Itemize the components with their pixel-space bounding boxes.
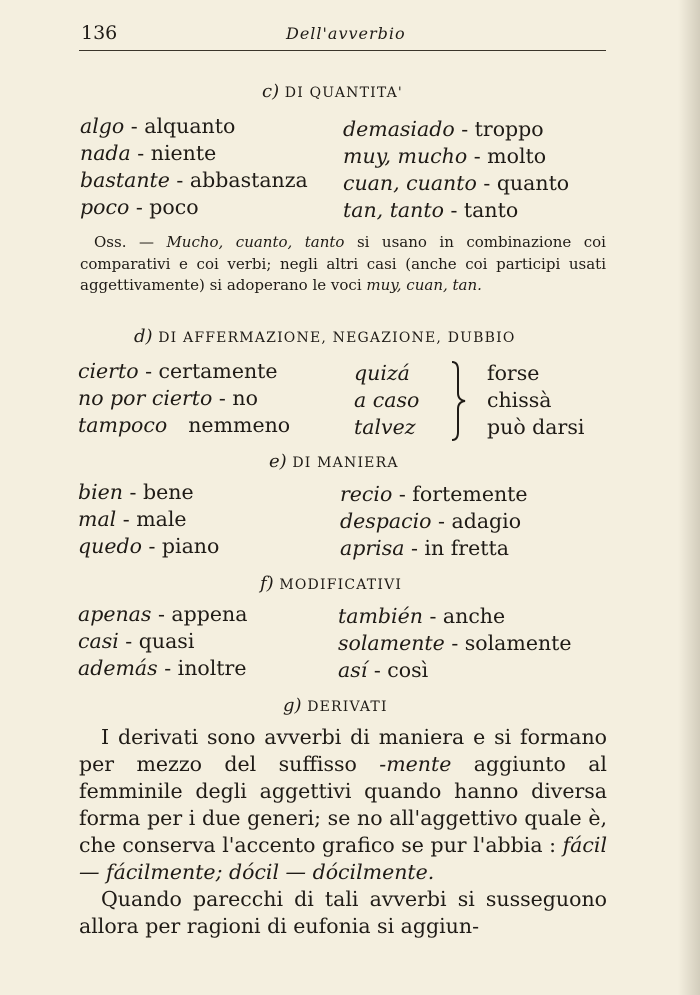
note-label: Oss. — — [94, 233, 154, 251]
section-letter: e) — [269, 451, 287, 472]
spanish-term: no por cierto — [78, 386, 213, 410]
section-title: MODIFICATIVI — [279, 577, 403, 593]
spanish-term: nada — [80, 141, 131, 165]
spanish-term: también — [338, 604, 423, 628]
page-edge-shadow — [678, 0, 700, 995]
note-spanish-words: muy, cuan, tan. — [366, 276, 482, 294]
italian-term: inoltre — [177, 656, 247, 680]
curly-brace — [448, 360, 468, 442]
vocab-entry: cierto - certamente — [78, 359, 278, 383]
spanish-term: cuan, cuanto — [343, 171, 477, 195]
spanish-term: quizá — [354, 361, 410, 385]
italian-term: male — [136, 507, 187, 531]
paragraph: I derivati sono avverbi di maniera e si formano per mezzo del suffisso -mente aggiunto al femminile degli aggettivi quando hanno diversa forma per i due generi; se no all'aggettivo quale è, che conserva l'accento grafico se pur l'abbia : fácil — fácilmente; dócil — dócilmente. — [79, 725, 607, 884]
spanish-term: aprisa — [340, 536, 405, 560]
italian-term: quanto — [496, 171, 570, 195]
italian-term: quasi — [138, 629, 195, 653]
vocab-entry: no por cierto - no — [78, 386, 258, 410]
vocab-entry: bastante - abbastanza — [80, 168, 308, 192]
spanish-term: además — [78, 656, 158, 680]
section-letter: g) — [283, 695, 302, 716]
italian-term: fortemente — [412, 482, 528, 506]
paragraph: Quando parecchi di tali avverbi si susseguono allora per ragioni di eufonia si aggiun- — [79, 887, 607, 938]
italian-term: certamente — [158, 359, 278, 383]
section-title: DI MANIERA — [292, 455, 399, 471]
italian-term: adagio — [451, 509, 522, 533]
spanish-term: despacio — [340, 509, 432, 533]
section-letter: d) — [134, 326, 153, 347]
italian-term: alquanto — [144, 114, 236, 138]
vocab-entry: mal - male — [78, 507, 187, 531]
italian-term: anche — [442, 604, 506, 628]
note-text: si usano in combinazione coi comparativi e coi verbi; negli altri casi (anche coi participi usati aggettivamente) si adoperano le voci — [80, 233, 606, 294]
header-rule — [79, 50, 606, 51]
section-letter: f) — [260, 573, 274, 594]
vocab-entry: poco - poco — [80, 195, 199, 219]
spanish-term: demasiado — [343, 117, 455, 141]
section-heading-f — [260, 573, 402, 594]
spanish-term: poco — [80, 195, 130, 219]
italian-term: appena — [171, 602, 248, 626]
spanish-term: cierto — [78, 359, 139, 383]
vocab-entry: así - così — [338, 658, 429, 682]
section-title: DI AFFERMAZIONE, NEGAZIONE, DUBBIO — [158, 330, 516, 346]
note-spanish-words: Mucho, cuanto, tanto — [166, 233, 345, 251]
section-title: DERIVATI — [307, 699, 388, 715]
spanish-term: casi — [78, 629, 119, 653]
vocab-entry: además - inoltre — [78, 656, 247, 680]
section-heading-e — [269, 451, 399, 472]
italian-term: no — [232, 386, 258, 410]
spanish-term: tampoco — [78, 413, 168, 437]
italian-term: così — [387, 658, 429, 682]
vocab-entry: demasiado - troppo — [343, 117, 544, 141]
italian-term: niente — [150, 141, 217, 165]
page-number: 136 — [81, 22, 118, 44]
section-title: DI QUANTITA' — [284, 85, 403, 101]
vocab-entry: quedo - piano — [78, 534, 220, 558]
vocab-entry: aprisa - in fretta — [340, 536, 509, 560]
vocab-entry: bien - bene — [78, 480, 194, 504]
italian-term: chissà — [487, 388, 552, 412]
running-title: Dell'avverbio — [286, 24, 406, 43]
vocab-entry: recio - fortemente — [340, 482, 528, 506]
section-letter: c) — [262, 81, 280, 102]
italian-term: abbastanza — [189, 168, 308, 192]
spanish-term: apenas — [78, 602, 152, 626]
spanish-term: quedo — [78, 534, 142, 558]
section-heading-g — [283, 695, 388, 716]
vocab-entry — [354, 417, 416, 438]
italian-term: bene — [142, 480, 194, 504]
italian-term: può darsi — [487, 415, 585, 439]
vocab-entry: casi - quasi — [78, 629, 195, 653]
spanish-term: algo — [80, 114, 125, 138]
vocab-entry — [487, 390, 552, 411]
spanish-term: solamente — [338, 631, 445, 655]
vocab-entry: cuan, cuanto - quanto — [343, 171, 570, 195]
vocab-entry: algo - alquanto — [80, 114, 236, 138]
vocab-entry: también - anche — [338, 604, 506, 628]
vocab-entry: muy, mucho - molto — [343, 144, 547, 168]
italian-term: nemmeno — [188, 413, 291, 437]
spanish-term: bastante — [80, 168, 170, 192]
section-heading-c — [262, 81, 403, 102]
italian-term: poco — [149, 195, 199, 219]
vocab-entry — [487, 417, 584, 438]
vocab-entry: apenas - appena — [78, 602, 248, 626]
italian-term: solamente — [464, 631, 572, 655]
vocab-entry: nada - niente — [80, 141, 217, 165]
spanish-term: a caso — [354, 388, 420, 412]
italian-term: molto — [487, 144, 547, 168]
vocab-entry: despacio - adagio — [340, 509, 522, 533]
italian-term: in fretta — [424, 536, 509, 560]
vocab-entry — [354, 363, 410, 384]
spanish-term: así — [338, 658, 368, 682]
spanish-term: muy, mucho — [343, 144, 468, 168]
example-terms: fácil — fácilmente; dócil — dócilmente. — [79, 833, 607, 884]
spanish-term: talvez — [354, 415, 416, 439]
vocab-entry — [78, 415, 290, 436]
vocab-entry: tan, tanto - tanto — [343, 198, 519, 222]
italian-term: troppo — [474, 117, 544, 141]
suffix-term: -mente — [379, 752, 452, 776]
spanish-term: recio — [340, 482, 393, 506]
spanish-term: mal — [78, 507, 117, 531]
observation-note — [80, 232, 606, 297]
spanish-term: tan, tanto — [343, 198, 444, 222]
vocab-entry — [487, 363, 539, 384]
vocab-entry: solamente - solamente — [338, 631, 572, 655]
italian-term: tanto — [463, 198, 519, 222]
italian-term: forse — [487, 361, 540, 385]
vocab-entry — [354, 390, 419, 411]
spanish-term: bien — [78, 480, 124, 504]
italian-term: piano — [161, 534, 220, 558]
derivati-text — [79, 724, 607, 940]
section-heading-d — [134, 326, 516, 347]
